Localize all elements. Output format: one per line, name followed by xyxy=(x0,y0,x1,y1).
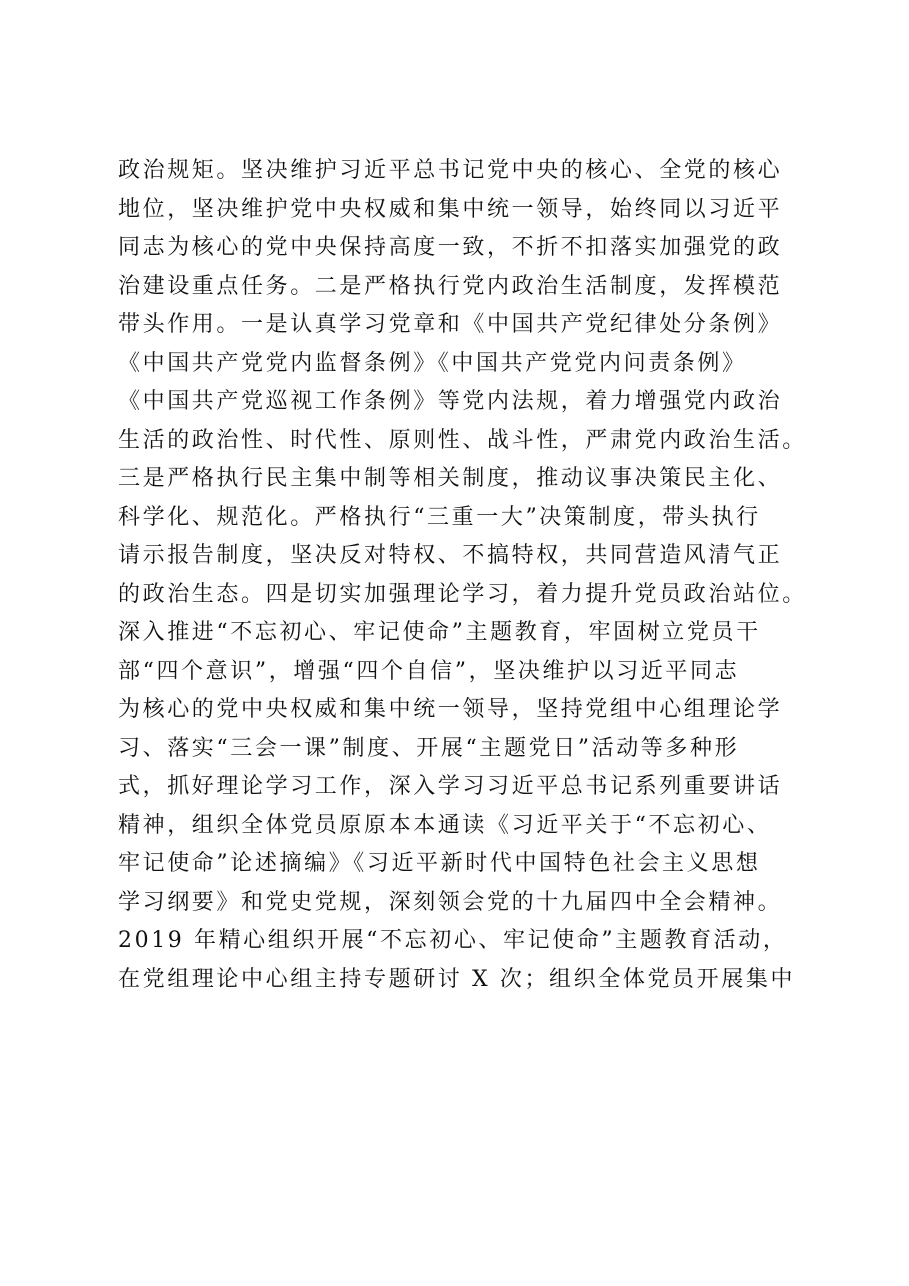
text-line: 精神，组织全体党员原原本本通读《习近平关于“不忘初心、 xyxy=(118,812,772,838)
text-line: 生活的政治性、时代性、原则性、战斗性，严肃党内政治生活。 xyxy=(118,427,807,453)
body-text xyxy=(118,152,808,999)
text-line: 《中国共产党党内监督条例》《中国共产党党内问责条例》 xyxy=(118,350,747,376)
text-line: 三是严格执行民主集中制等相关制度，推动议事决策民主化、 xyxy=(118,466,783,491)
text-line: 请示报告制度，坚决反对特权、不搞特权，共同营造风清气正 xyxy=(118,543,783,568)
text-line: 带头作用。一是认真学习党章和《中国共产党纪律处分条例》 xyxy=(118,312,783,337)
text-line: 政治规矩。坚决维护习近平总书记党中央的核心、全党的核心 xyxy=(118,158,783,183)
text-line: 科学化、规范化。严格执行“三重一大”决策制度，带头执行 xyxy=(118,504,761,530)
text-line: 地位，坚决维护党中央权威和集中统一领导，始终同以习近平 xyxy=(118,196,783,222)
text-line: 式，抓好理论学习工作，深入学习习近平总书记系列重要讲话 xyxy=(118,774,783,799)
text-line: 深入推进“不忘初心、牢记使命”主题教育，牢固树立党员干 xyxy=(118,620,761,645)
text-line: 习、落实“三会一课”制度、开展“主题党日”活动等多种形 xyxy=(118,735,740,761)
text-line: 《中国共产党巡视工作条例》等党内法规，着力增强党内政治 xyxy=(118,389,783,414)
text-line: 学习纲要》和党史党规，深刻领会党的十九届四中全会精神。 xyxy=(118,889,783,915)
text-line: 为核心的党中央权威和集中统一领导，坚持党组中心组理论学 xyxy=(118,697,783,722)
text-line: 在党组理论中心组主持专题研讨 X 次；组织全体党员开展集中 xyxy=(118,966,796,992)
text-line: 牢记使命”论述摘编》《习近平新时代中国特色社会主义思想 xyxy=(118,851,761,876)
text-line: 部“四个意识”，增强“四个自信”，坚决维护以习近平同志 xyxy=(118,658,740,684)
text-line: 治建设重点任务。二是严格执行党内政治生活制度，发挥模范 xyxy=(118,273,783,299)
text-line: 同志为核心的党中央保持高度一致，不折不扣落实加强党的政 xyxy=(118,235,783,260)
text-line: 2019 年精心组织开展“不忘初心、牢记使命”主题教育活动， xyxy=(118,928,788,953)
text-line: 的政治生态。四是切实加强理论学习，着力提升党员政治站位。 xyxy=(118,581,807,607)
